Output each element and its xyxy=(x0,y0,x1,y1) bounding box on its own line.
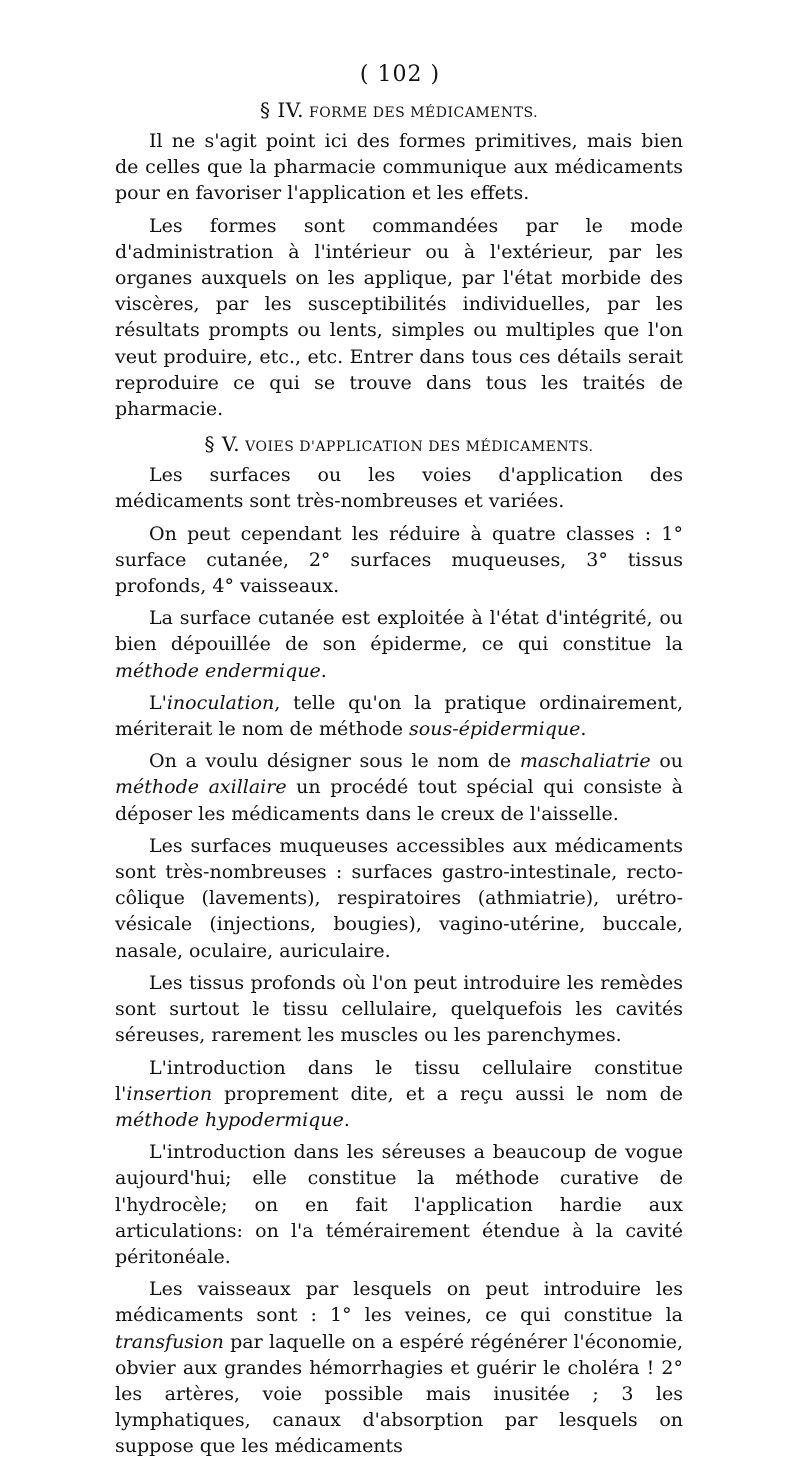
italic-term: insertion xyxy=(126,1082,213,1105)
paragraph: On peut cependant les réduire à quatre classes : 1° surface cutanée, 2° surfaces muqueuses, 3° tissus profonds, 4° vaisseaux. xyxy=(115,522,683,598)
italic-term: sous-épidermique xyxy=(409,718,581,741)
section-title: VOIES D'APPLICATION DES MÉDICAMENTS. xyxy=(245,439,594,456)
paragraph xyxy=(115,748,683,827)
paragraph: Les surfaces muqueuses accessibles aux médicaments sont très-nombreuses : surfaces gastro-intestinale, recto-côlique (lavements), respiratoires (athmiatrie), urétro-vésicale (injections, bougies), vagino-utérine, buccale, nasale, oculaire, auriculaire. xyxy=(115,834,683,962)
paragraph: Il ne s'agit point ici des formes primitives, mais bien de celles que la pharmacie communique aux médicaments pour en favoriser l'application et les effets. xyxy=(115,130,683,205)
section-mark: § V. xyxy=(204,432,241,457)
text-run: proprement dite, et a reçu aussi le nom de xyxy=(212,1082,683,1105)
text-run: . xyxy=(320,659,327,682)
italic-term: méthode hypodermique xyxy=(115,1108,344,1131)
paragraph xyxy=(115,1055,683,1134)
section-title: FORME DES MÉDICAMENTS. xyxy=(308,105,539,121)
paragraph xyxy=(115,605,683,684)
paragraph: Les tissus profonds où l'on peut introduire les remèdes sont surtout le tissu cellulaire, quelquefois les cavités séreuses, rarement les muscles ou les parenchymes. xyxy=(115,971,683,1047)
text-run: un procédé tout spécial qui consiste à déposer les médicaments dans le creux de l'aisselle. xyxy=(115,776,683,825)
text-run: La surface cutanée est exploitée à l'état d'intégrité, ou bien dépouillée de son épiderme, ce qui constitue la xyxy=(115,607,683,656)
paragraph: Les surfaces ou les voies d'application des médicaments sont très-nombreuses et variées. xyxy=(115,464,683,513)
italic-term: maschaliatrie xyxy=(519,750,651,773)
paragraph xyxy=(115,690,683,742)
text-run: . xyxy=(580,718,587,741)
text-run: L'introduction dans le tissu cellulaire constitue l' xyxy=(115,1056,683,1105)
paragraph: Les formes sont commandées par le mode d'administration à l'intérieur ou à l'extérieur, par les organes auxquels on les applique, par l'état morbide des viscères, par les susceptibilités individuelles, par les résultats prompts ou lents, simples ou multiples que l'on veut produire, etc., etc. Entrer dans tous ces détails serait reproduire ce qui se trouve dans tous les traités de pharmacie. xyxy=(115,214,683,421)
italic-term: méthode endermique xyxy=(115,659,321,682)
text-run: Les vaisseaux par lesquels on peut introduire les médicaments sont : 1° les veines, ce qui constitue la xyxy=(115,1278,683,1327)
text-run: On a voulu désigner sous le nom de xyxy=(149,750,520,773)
italic-term: transfusion xyxy=(115,1330,224,1353)
italic-term: méthode axillaire xyxy=(115,776,287,799)
text-run: par laquelle on a espéré régénérer l'économie, obvier aux grandes hémorrhagies et guérir le choléra ! 2° les artères, voie possible mais inusitée ; 3 les lymphatiques, canaux d'absorption par lesquels on suppose que les médicaments xyxy=(115,1330,683,1458)
text-run: . xyxy=(343,1108,350,1131)
italic-term: inoculation xyxy=(166,691,275,714)
text-run: L' xyxy=(149,691,167,714)
section-heading-v xyxy=(115,432,683,456)
paragraph: L'introduction dans les séreuses a beaucoup de vogue aujourd'hui; elle constitue la méthode curative de l'hydrocèle; on en fait l'application hardie aux articulations: on l'a témérairement étendue à la cavité péritonéale. xyxy=(115,1141,683,1268)
text-run: , telle qu'on la pratique ordinairement, mériterait le nom de méthode xyxy=(115,691,683,741)
text-run: ou xyxy=(650,750,683,773)
text-block xyxy=(115,98,683,1466)
section-heading-iv xyxy=(115,98,683,122)
section-mark: § IV. xyxy=(259,98,305,122)
page-number: ( 102 ) xyxy=(359,62,441,87)
paragraph xyxy=(115,1276,683,1459)
